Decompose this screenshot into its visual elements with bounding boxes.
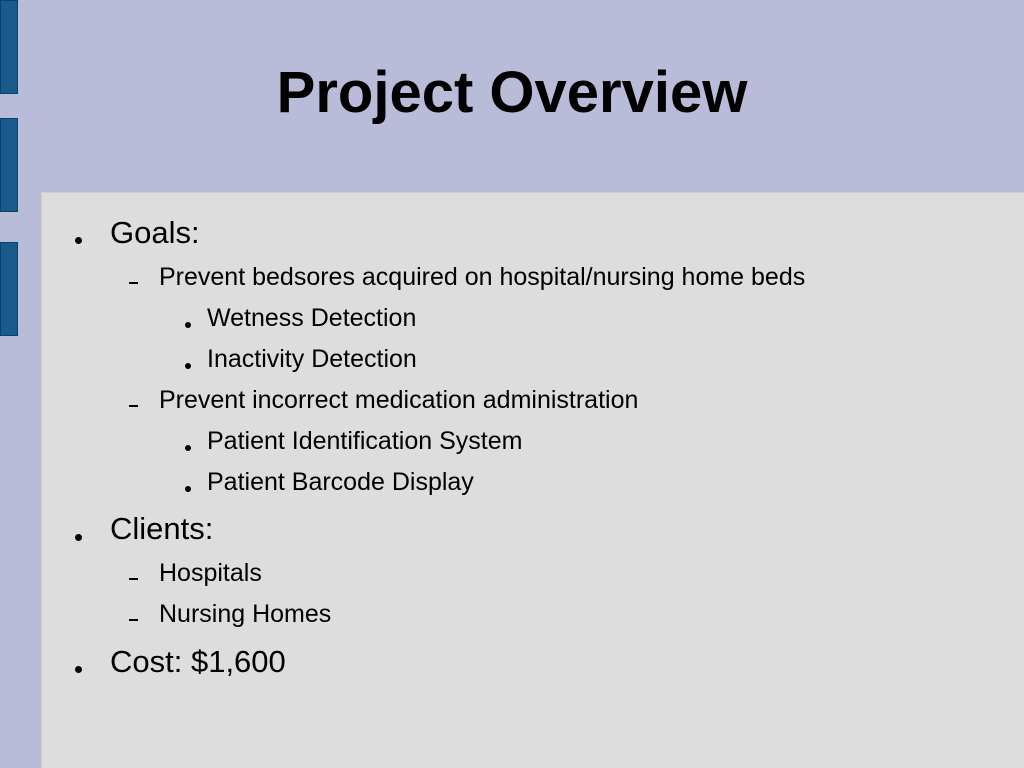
content-panel [41,192,1024,768]
sub-bullet-nursing-homes: Nursing Homes [159,600,332,628]
sub-sub-bullet-inactivity: Inactivity Detection [207,345,417,373]
sub-bullet-bedsores: Prevent bedsores acquired on hospital/nursing home beds [159,263,806,291]
bullet-dot-icon [185,486,191,492]
sub-bullet-hospitals: Hospitals [159,559,262,587]
bullet-dash-icon [129,578,138,580]
bullet-dash-icon [129,405,138,407]
bullet-cost: Cost: $1,600 [110,644,286,679]
bullet-dot-icon [185,322,191,328]
slide-title: Project Overview [276,60,748,125]
bullet-dot-icon [75,237,82,244]
bullet-dash-icon [129,619,138,621]
sub-bullet-medication: Prevent incorrect medication administration [159,386,639,414]
sub-sub-bullet-wetness: Wetness Detection [207,304,417,332]
side-decoration-bar-2 [0,118,18,212]
side-decoration-bar-3 [0,242,18,336]
bullet-dot-icon [185,363,191,369]
bullet-dot-icon [75,534,82,541]
bullet-goals: Goals: [110,215,200,250]
bullet-dash-icon [129,282,138,284]
sub-sub-bullet-patient-id: Patient Identification System [207,427,523,455]
bullet-dot-icon [185,445,191,451]
bullet-dot-icon [75,666,82,673]
sub-sub-bullet-barcode: Patient Barcode Display [207,468,474,496]
bullet-clients: Clients: [110,511,214,546]
